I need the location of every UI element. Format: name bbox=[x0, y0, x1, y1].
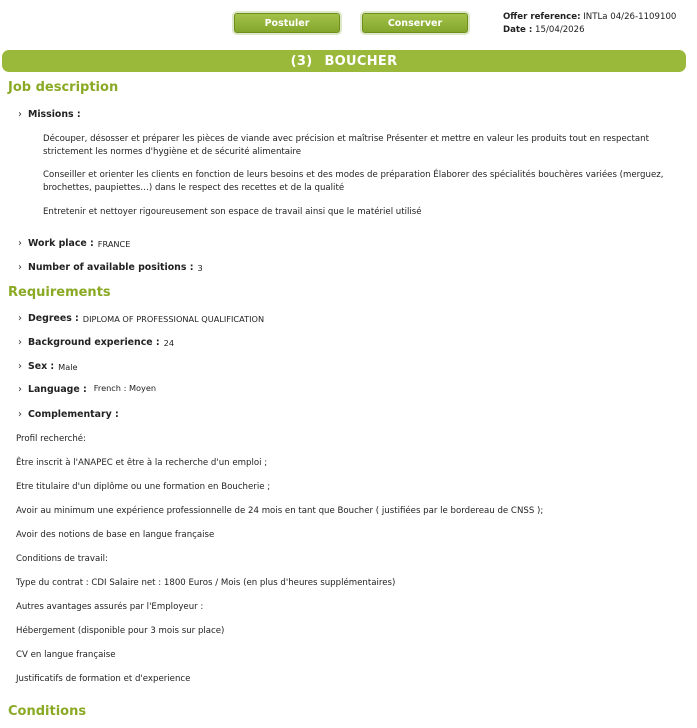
job-title: BOUCHER bbox=[324, 53, 398, 69]
chevron-right-icon: › bbox=[18, 109, 22, 120]
degrees-field bbox=[18, 313, 264, 324]
complementary-line: Avoir des notions de base en langue française bbox=[16, 530, 215, 540]
mission-paragraph: Conseiller et orienter les clients en fonction de leurs besoins et des modes de préparation Élaborer des spécialités bouchères variées (merguez, brochettes, paupiettes…) dans le respect des recettes et de la qualité bbox=[43, 170, 664, 193]
sex-label: Sex : bbox=[28, 361, 55, 372]
mission-paragraph: Découper, désosser et préparer les pièces de viande avec précision et maîtrise Présenter et mettre en valeur les produits tout en respectant strictement les normes d'hygiène et de sécurité alimentaire bbox=[43, 134, 649, 157]
language-label: Language : bbox=[28, 384, 87, 395]
language-value: French : Moyen bbox=[93, 382, 157, 393]
complementary-line: CV en langue française bbox=[16, 650, 116, 660]
missions-field bbox=[18, 109, 81, 120]
action-buttons bbox=[234, 13, 468, 33]
positions-label: Number of available positions : bbox=[28, 262, 194, 273]
job-description-heading: Job description bbox=[8, 80, 119, 95]
offer-date-value: 15/04/2026 bbox=[535, 25, 585, 35]
complementary-line: Justificatifs de formation et d'experience bbox=[16, 674, 191, 684]
positions-field bbox=[18, 262, 203, 273]
complementary-line: Etre titulaire d'un diplôme ou une formation en Boucherie ; bbox=[16, 482, 271, 492]
sex-value: Male bbox=[58, 361, 78, 372]
work-place-value: FRANCE bbox=[97, 238, 131, 249]
apply-button[interactable]: Postuler bbox=[234, 13, 340, 33]
language-field bbox=[18, 384, 156, 395]
complementary-line: Autres avantages assurés par l'Employeur : bbox=[16, 602, 204, 612]
complementary-line: Être inscrit à l'ANAPEC et être à la recherche d'un emploi ; bbox=[16, 458, 268, 468]
chevron-right-icon: › bbox=[18, 384, 22, 395]
job-count: (3) bbox=[290, 53, 313, 69]
complementary-line: Hébergement (disponible pour 3 mois sur place) bbox=[16, 626, 225, 636]
experience-label: Background experience : bbox=[28, 337, 160, 348]
missions-label: Missions : bbox=[28, 109, 81, 120]
offer-reference bbox=[503, 11, 676, 37]
experience-value: 24 bbox=[163, 337, 175, 348]
complementary-label: Complementary : bbox=[28, 409, 119, 420]
offer-ref-value: INTLa 04/26-1109100 bbox=[583, 12, 677, 22]
work-place-label: Work place : bbox=[28, 238, 94, 249]
job-title-bar bbox=[2, 50, 686, 72]
degrees-value: DIPLOMA OF PROFESSIONAL QUALIFICATION bbox=[82, 313, 265, 324]
chevron-right-icon: › bbox=[18, 409, 22, 420]
degrees-label: Degrees : bbox=[28, 313, 79, 324]
complementary-line: Profil recherché: bbox=[16, 434, 86, 444]
chevron-right-icon: › bbox=[18, 238, 22, 249]
complementary-line: Type du contrat : CDI Salaire net : 1800 Euros / Mois (en plus d'heures supplémentaires) bbox=[16, 578, 396, 588]
chevron-right-icon: › bbox=[18, 337, 22, 348]
complementary-line: Conditions de travail: bbox=[16, 554, 108, 564]
offer-date-label: Date : bbox=[503, 25, 533, 35]
complementary-line: Avoir au minimum une expérience professionnelle de 24 mois en tant que Boucher ( justifiées par le bordereau de CNSS ); bbox=[16, 506, 544, 516]
complementary-field bbox=[18, 409, 119, 420]
positions-value: 3 bbox=[197, 262, 203, 273]
mission-paragraph: Entretenir et nettoyer rigoureusement son espace de travail ainsi que le matériel utilisé bbox=[43, 207, 422, 217]
save-button[interactable]: Conserver bbox=[362, 13, 468, 33]
conditions-heading: Conditions bbox=[8, 704, 87, 719]
requirements-heading: Requirements bbox=[8, 285, 111, 300]
work-place-field bbox=[18, 238, 130, 249]
experience-field bbox=[18, 337, 174, 348]
chevron-right-icon: › bbox=[18, 262, 22, 273]
sex-field bbox=[18, 361, 78, 372]
chevron-right-icon: › bbox=[18, 313, 22, 324]
chevron-right-icon: › bbox=[18, 361, 22, 372]
offer-ref-label: Offer reference: bbox=[503, 12, 581, 22]
